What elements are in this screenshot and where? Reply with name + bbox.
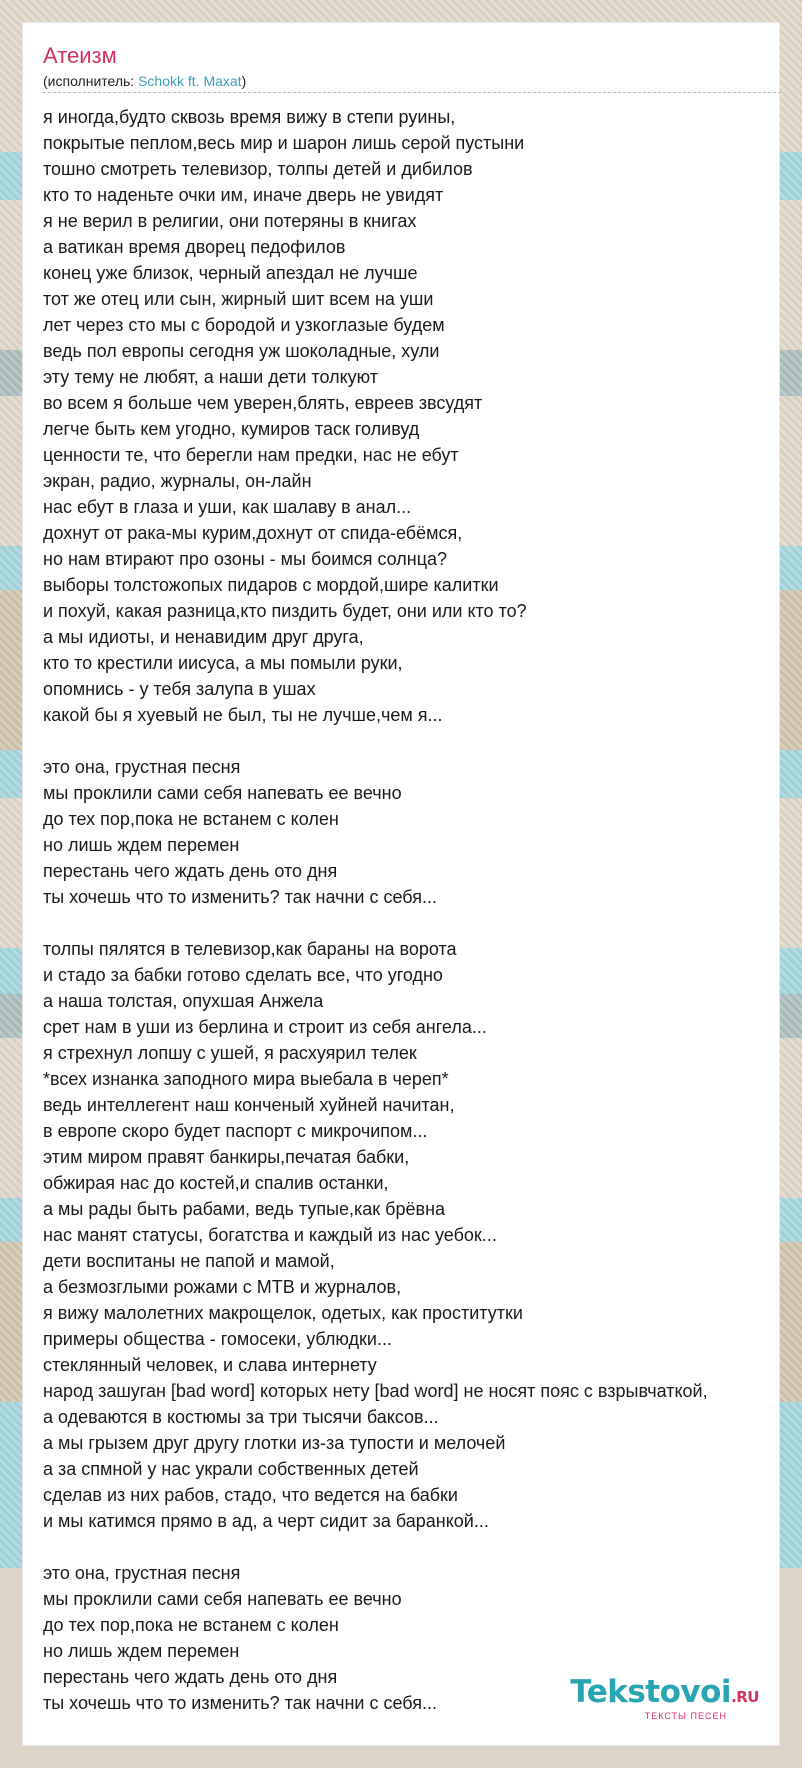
lyric-line: а наша толстая, опухшая Анжела (43, 991, 324, 1011)
lyric-line: экран, радио, журналы, он-лайн (43, 471, 312, 491)
byline-prefix: (исполнитель: (43, 73, 139, 89)
lyric-line: конец уже близок, черный апездал не лучше (43, 263, 418, 283)
lyric-line: сделав из них рабов, стадо, что ведется на бабки (43, 1485, 458, 1505)
lyric-line: нас манят статусы, богатства и каждый из нас уебок... (43, 1225, 497, 1245)
artist-byline (43, 73, 246, 89)
lyric-line: а безмозглыми рожами с МТВ и журналов, (43, 1277, 402, 1297)
logo-tagline: ТЕКСТЫ ПЕСЕН (644, 1711, 727, 1721)
lyric-line: кто то крестили иисуса, а мы помыли руки, (43, 653, 403, 673)
lyric-line: я иногда,будто сквозь время вижу в степи руины, (43, 107, 456, 127)
lyrics-card (22, 22, 780, 1746)
lyric-line: эту тему не любят, а наши дети толкуют (43, 367, 378, 387)
lyric-line: толпы пялятся в телевизор,как бараны на ворота (43, 939, 457, 959)
lyric-line: перестань чего ждать день ото дня (43, 1667, 338, 1687)
lyric-line: какой бы я хуевый не был, ты не лучше,чем я... (43, 705, 443, 725)
logo-wordmark: Tekstovoi.RU (570, 1674, 759, 1710)
song-title: Атеизм (43, 43, 117, 68)
lyric-line: опомнись - у тебя залупа в ушах (43, 679, 316, 699)
lyric-line (43, 728, 783, 754)
lyric-line: нас ебут в глаза и уши, как шалаву в анал... (43, 497, 412, 517)
lyric-line: но лишь ждем перемен (43, 1641, 240, 1661)
lyric-line: народ зашуган [bad word] которых нету [bad word] не носят пояс с взрывчаткой, (43, 1381, 708, 1401)
lyric-line: *всех изнанка заподного мира выебала в череп* (43, 1069, 449, 1089)
lyric-line: а мы грызем друг другу глотки из-за тупости и мелочей (43, 1433, 506, 1453)
lyric-line: ты хочешь что то изменить? так начни с себя... (43, 887, 437, 907)
lyric-line: а за спмной у нас украли собственных детей (43, 1459, 419, 1479)
lyric-line: и похуй, какая разница,кто пиздить будет, они или кто то? (43, 601, 527, 621)
lyric-line: ты хочешь что то изменить? так начни с себя... (43, 1693, 437, 1713)
lyric-line: перестань чего ждать день ото дня (43, 861, 338, 881)
lyric-line: и мы катимся прямо в ад, а черт сидит за баранкой... (43, 1511, 489, 1531)
lyric-line: срет нам в уши из берлина и строит из себя ангела... (43, 1017, 487, 1037)
lyric-line: а мы рады быть рабами, ведь тупые,как брёвна (43, 1199, 446, 1219)
lyric-line: покрытые пеплом,весь мир и шарон лишь серой пустыни (43, 133, 525, 153)
lyric-line: дети воспитаны не папой и мамой, (43, 1251, 335, 1271)
dashed-divider (43, 92, 781, 93)
lyric-line: этим миром правят банкиры,печатая бабки, (43, 1147, 410, 1167)
lyric-line: это она, грустная песня (43, 757, 241, 777)
lyric-line: тошно смотреть телевизор, толпы детей и дибилов (43, 159, 473, 179)
lyric-line: до тех пор,пока не встанем с колен (43, 1615, 339, 1635)
lyric-line: лет через сто мы с бородой и узкоглазые будем (43, 315, 445, 335)
lyric-line: во всем я больше чем уверен,блять, евреев звсудят (43, 393, 483, 413)
lyric-line (43, 1534, 783, 1560)
lyric-line: примеры общества - гомосеки, ублюдки... (43, 1329, 392, 1349)
lyric-line: мы проклили сами себя напевать ее вечно (43, 783, 402, 803)
lyric-line: и стадо за бабки готово сделать все, что угодно (43, 965, 443, 985)
site-logo[interactable] (570, 1676, 759, 1721)
lyric-line: ценности те, что берегли нам предки, нас не ебут (43, 445, 459, 465)
lyric-line: до тех пор,пока не встанем с колен (43, 809, 339, 829)
lyric-line: а ватикан время дворец педофилов (43, 237, 346, 257)
lyric-line: а мы идиоты, и ненавидим друг друга, (43, 627, 364, 647)
lyric-line: в европе скоро будет паспорт с микрочипом... (43, 1121, 428, 1141)
artist-link[interactable]: Schokk ft. Maxat (138, 73, 242, 89)
lyric-line: кто то наденьте очки им, иначе дверь не увидят (43, 185, 444, 205)
lyrics-text (43, 104, 783, 1716)
lyric-line: а одеваются в костюмы за три тысячи баксов... (43, 1407, 439, 1427)
lyric-line: ведь пол европы сегодня уж шоколадные, хули (43, 341, 440, 361)
lyric-line: это она, грустная песня (43, 1563, 241, 1583)
byline-suffix: ) (241, 73, 247, 89)
lyric-line: легче быть кем угодно, кумиров таск голивуд (43, 419, 420, 439)
lyric-line: выборы толстожопых пидаров с мордой,шире калитки (43, 575, 499, 595)
lyric-line: дохнут от рака-мы курим,дохнут от спида-ебёмся, (43, 523, 463, 543)
lyric-line: но нам втирают про озоны - мы боимся солнца? (43, 549, 448, 569)
lyric-line: но лишь ждем перемен (43, 835, 240, 855)
lyric-line: стеклянный человек, и слава интернету (43, 1355, 377, 1375)
lyric-line: я вижу малолетних макрощелок, одетых, как проститутки (43, 1303, 523, 1323)
lyric-line: мы проклили сами себя напевать ее вечно (43, 1589, 402, 1609)
lyric-line: ведь интеллегент наш конченый хуйней начитан, (43, 1095, 455, 1115)
lyric-line: обжирая нас до костей,и спалив останки, (43, 1173, 389, 1193)
lyric-line (43, 910, 783, 936)
lyric-line: я не верил в религии, они потеряны в книгах (43, 211, 417, 231)
logo-domain: .RU (731, 1688, 759, 1706)
lyric-line: я стрехнул лопшу с ушей, я расхуярил телек (43, 1043, 417, 1063)
lyric-line: тот же отец или сын, жирный шит всем на уши (43, 289, 434, 309)
